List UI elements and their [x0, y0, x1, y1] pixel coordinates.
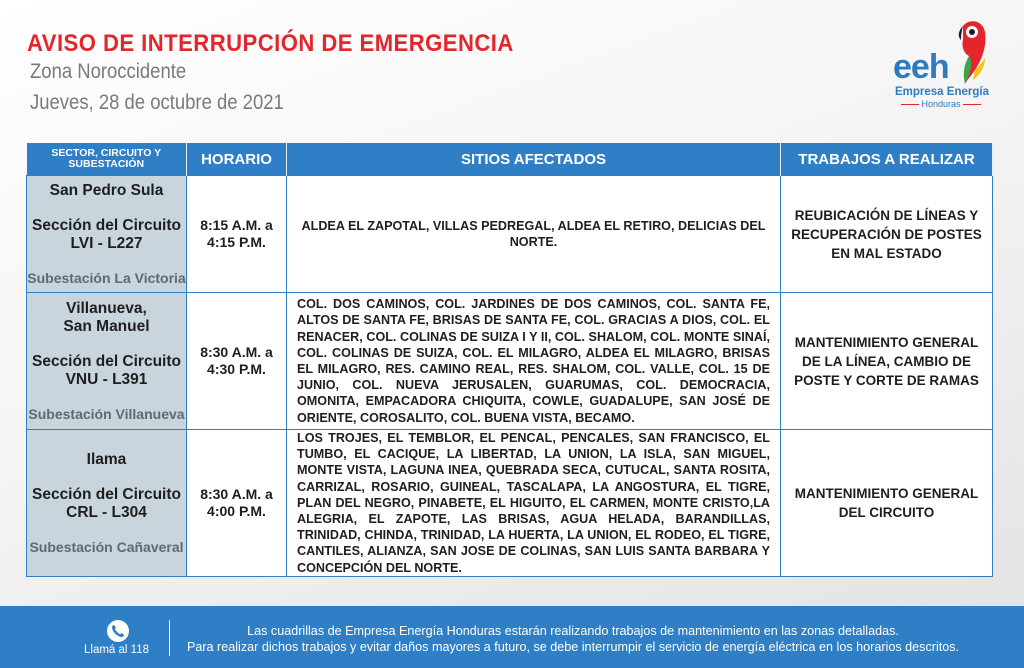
sector-cell [27, 293, 187, 430]
schedule-cell [187, 430, 287, 577]
sector-city-line2: San Manuel [63, 318, 150, 335]
circuit-code: VNU - L391 [65, 371, 148, 388]
outage-table [26, 143, 993, 577]
page-title: AVISO DE INTERRUPCIÓN DE EMERGENCIA [27, 30, 514, 57]
table-row [27, 430, 993, 577]
work-cell: REUBICACIÓN DE LÍNEAS Y RECUPERACIÓN DE POSTES EN MAL ESTADO [781, 176, 993, 293]
call-label[interactable]: Llamá al 118 [84, 644, 149, 656]
parrot-logo-icon [949, 18, 989, 88]
schedule-start: 8:30 A.M. a [200, 344, 273, 360]
footer-notice [178, 623, 968, 655]
table-header-row [27, 143, 993, 176]
schedule-end: 4:00 P.M. [207, 502, 266, 519]
sector-cell [27, 176, 187, 293]
company-logo [893, 18, 993, 113]
sector-city: Villanueva, [66, 300, 147, 317]
header-sites: SITIOS AFECTADOS [287, 143, 781, 176]
header-sector: SECTOR, CIRCUITO Y SUBESTACIÓN [27, 143, 187, 176]
logo-country-text: Honduras [921, 99, 961, 109]
circuit-label: Sección del Circuito [31, 353, 181, 370]
circuit-code: CRL - L304 [66, 503, 147, 521]
header-schedule: HORARIO [187, 143, 287, 176]
substation-label: Subestación Cañaveral [29, 538, 184, 555]
table-row [27, 293, 993, 430]
table-row [27, 176, 993, 293]
logo-tagline: Empresa Energía [895, 86, 989, 98]
sites-cell: ALDEA EL ZAPOTAL, VILLAS PEDREGAL, ALDEA EL RETIRO, DELICIAS DEL NORTE. [287, 176, 781, 293]
footer-line-1: Las cuadrillas de Empresa Energía Honduras estarán realizando trabajos de mantenimiento en las zonas detalladas. [247, 624, 899, 638]
header-work: TRABAJOS A REALIZAR [781, 143, 993, 176]
footer-line-2: Para realizar dichos trabajos y evitar daños mayores a futuro, se debe interrumpir el servicio de energía eléctrica en los horarios descritos. [186, 640, 960, 654]
circuit-code: LVI - L227 [70, 235, 143, 252]
schedule-end: 4:30 P.M. [207, 361, 266, 377]
footer-bar [0, 606, 1024, 668]
phone-icon[interactable] [107, 620, 129, 642]
footer-divider [169, 620, 170, 656]
circuit-label: Sección del Circuito [31, 485, 181, 503]
schedule-start: 8:15 A.M. a [200, 217, 273, 233]
substation-label: Subestación Villanueva [28, 406, 185, 422]
phone-glyph-icon [107, 620, 129, 642]
schedule-cell [187, 293, 287, 430]
work-cell: MANTENIMIENTO GENERAL DE LA LÍNEA, CAMBIO DE POSTE Y CORTE DE RAMAS [781, 293, 993, 430]
sites-cell: LOS TROJES, EL TEMBLOR, EL PENCAL, PENCALES, SAN FRANCISCO, EL TUMBO, EL CACIQUE, LA LIBERTAD, LA UNION, LA ISLA, SAN MIGUEL, MONTE VISTA, LAGUNA INEA, QUEBRADA SECA, CUTUCAL, SANTA ROSITA, CARRIZAL, ROSARIO, GUINEAL, TASCALAPA, LA ANGOSTURA, EL TIGRE, PLAN DEL NEGRO, PINABETE, EL HIGUITO, EL CARMEN, MONTE CRISTO,LA ALEGRIA, EL ZAPOTE, LAS BRISAS, AGUA HELADA, BARANDILLAS, TRINIDAD, CHINDA, TRINIDAD, LA HUERTA, LA UNION, EL RODEO, EL TIGRE, CANTILES, ALIANZA, SAN JOSE DE COLINAS, SAN LUIS SANTA BARBARA Y CONCEPCIÓN DEL NORTE. [287, 430, 781, 577]
sector-city: San Pedro Sula [49, 182, 164, 199]
logo-country [893, 99, 989, 109]
work-cell: MANTENIMIENTO GENERAL DEL CIRCUITO [781, 430, 993, 577]
schedule-end: 4:15 P.M. [207, 234, 266, 250]
date-label: Jueves, 28 de octubre de 2021 [30, 91, 284, 114]
schedule-start: 8:30 A.M. a [200, 485, 273, 502]
zone-label: Zona Noroccidente [30, 60, 187, 83]
logo-wordmark: eeh [893, 48, 949, 86]
sites-cell: COL. DOS CAMINOS, COL. JARDINES DE DOS CAMINOS, COL. SANTA FE, ALTOS DE SANTA FE, BRISAS DE SANTA FE, COL. GRACIAS A DIOS, COL. EL RENACER, COL. COLINAS DE SUIZA I Y II, COL. SHALOM, COL. MONTE SINAÍ, COL. COLINAS DE SUIZA, COL. EL MILAGRO, ALDEA EL MILAGRO, BRISAS EL MILAGRO, RES. CAMINO REAL, RES. SHALOM, COL. VALLE, COL. 15 DE JUNIO, COL. NUEVA JERUSALEN, GUARUMAS, COL. DEMOCRACIA, OMONITA, EMPACADORA CHIQUITA, COWLE, GUADALUPE, SAN JOSÉ DE ORIENTE, COROSALITO, COL. BUENA VISTA, BECAMO. [287, 293, 781, 430]
substation-label: Subestación La Victoria [27, 270, 186, 286]
circuit-label: Sección del Circuito [31, 217, 181, 234]
sector-city: Ilama [86, 450, 127, 468]
schedule-cell [187, 176, 287, 293]
sector-cell [27, 430, 187, 577]
